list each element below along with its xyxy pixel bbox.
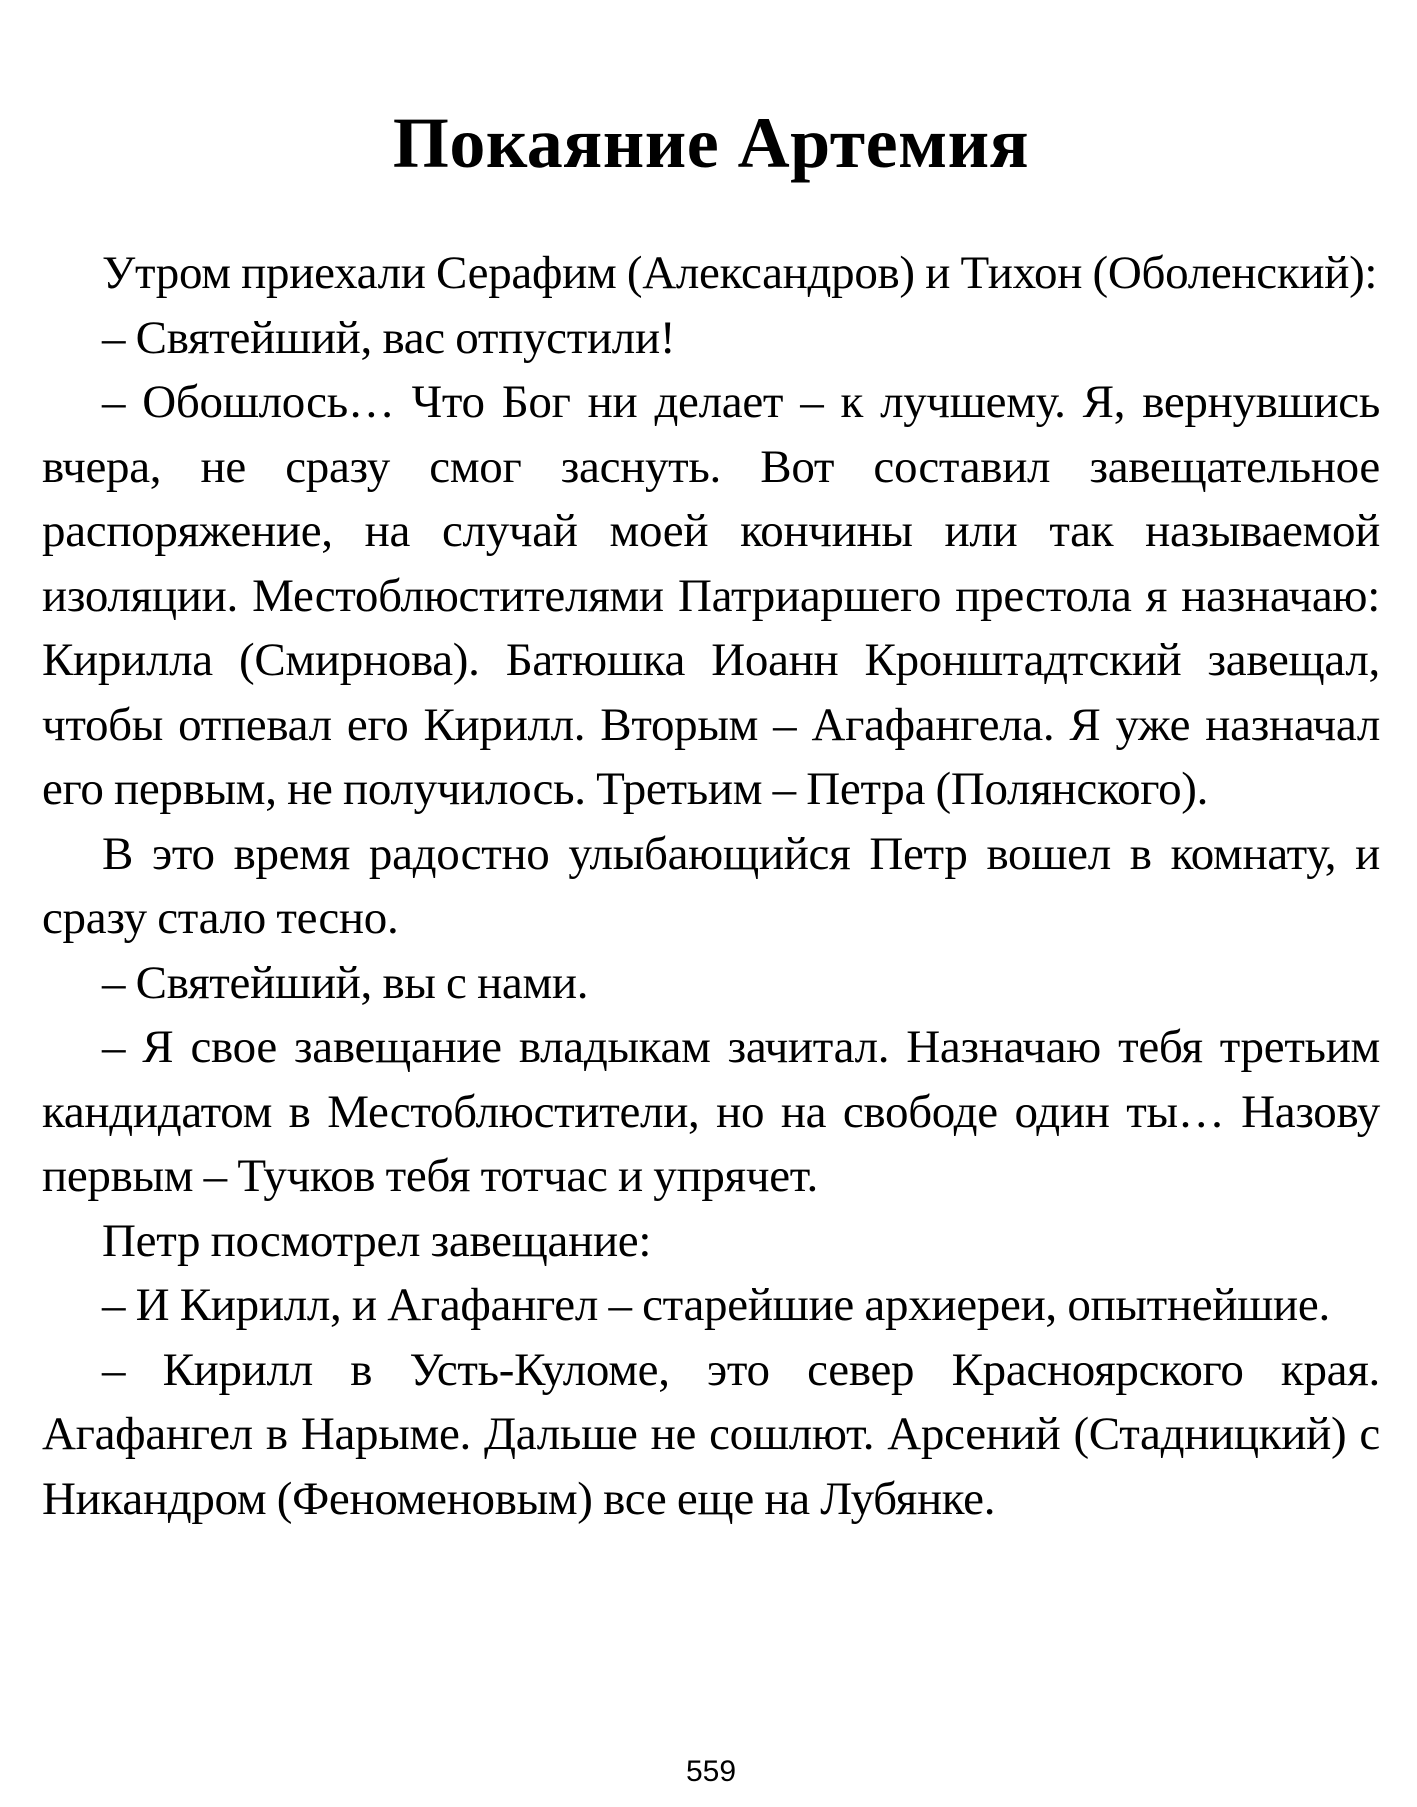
paragraph: – Кирилл в Усть-Куломе, это север Красноярского края. Агафангел в Нарыме. Дальше не сошлют. Арсений (Стадницкий) с Никандром (Феноменовым) все еще на Лубянке. [42, 1343, 1380, 1525]
paragraph: Утром приехали Серафим (Александров) и Тихон (Оболенский): [102, 247, 1378, 299]
paragraph: – Святейший, вы с нами. [102, 956, 589, 1009]
paragraph: – И Кирилл, и Агафангел – старейшие архиереи, опытнейшие. [102, 1279, 1330, 1331]
paragraph: – Святейший, вас отпустили! [102, 311, 676, 364]
page-number: 559 [685, 1755, 737, 1788]
chapter-title: Покаяние Артемия [392, 103, 1030, 183]
paragraph: В это время радостно улыбающийся Петр вошел в комнату, и сразу стало тесно. [42, 827, 1380, 944]
paragraph: – Я свое завещание владыкам зачитал. Назначаю тебя третьим кандидатом в Местоблюстители, но на свободе один ты… Назову первым – Тучков тебя тотчас и упрячет. [42, 1021, 1380, 1202]
book-page [42, 0, 1380, 1807]
chapter-body [42, 241, 1380, 1531]
paragraph: Петр посмотрел завещание: [102, 1214, 652, 1267]
paragraph: – Обошлось… Что Бог ни делает – к лучшему. Я, вернувшись вчера, не сразу смог заснуть. Вот составил завещательное распоряжение, на случай моей кончины или так называемой изоляции. Местоблюстителями Патриаршего престола я назначаю: Кирилла (Смирнова). Батюшка Иоанн Кронштадтский завещал, чтобы отпевал его Кирилл. Вторым – Агафангела. Я уже назначал его первым, не получилось. Третьим – Петра (Полянского). [42, 376, 1380, 815]
